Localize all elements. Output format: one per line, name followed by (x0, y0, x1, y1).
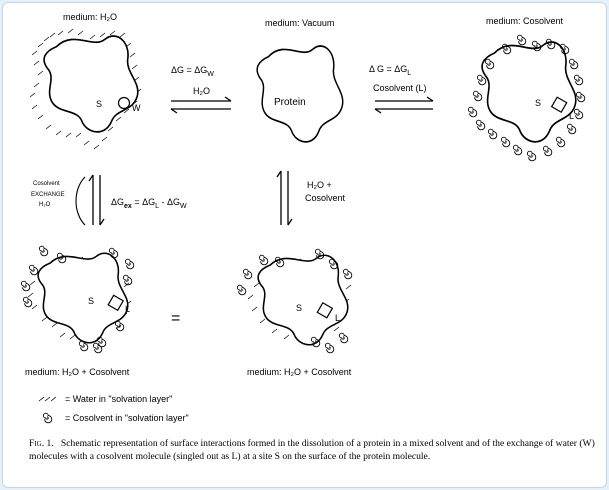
cosolvent-label: L (125, 304, 131, 314)
equilibrium-arrow-water (171, 97, 231, 113)
site-label: S (535, 98, 542, 108)
equilibrium-arrow-mixed (277, 171, 292, 225)
exchange-side-line3: H₂O (39, 202, 51, 208)
protein-in-mixed-solvent-right (237, 249, 351, 353)
cosolvent-label: L (569, 111, 575, 121)
figure-number: Fig. 1. (29, 438, 54, 449)
delta-g-water-label: $\Delta G = \Delta G_W$ (171, 65, 214, 78)
equals-sign: = (171, 310, 181, 327)
site-label: S (88, 296, 95, 306)
figure-caption (29, 438, 597, 463)
water-molecule-icon (119, 98, 130, 109)
water-label: W (132, 103, 141, 113)
arrow-medium-cosolvent: Cosolvent (L) (373, 83, 427, 93)
legend-water-label: = Water in "solvation layer" (65, 394, 173, 404)
site-label: S (296, 303, 303, 313)
cosolvent-spiral-icon (43, 413, 51, 423)
medium-water-label: medium: H₂O (63, 12, 118, 22)
delta-g-cosolvent-label: Δ $G = \Delta G_L$ (369, 64, 412, 77)
equilibrium-arrow-exchange (76, 175, 104, 225)
protein-shape (257, 46, 343, 142)
protein-in-cosolvent (468, 35, 584, 161)
equilibrium-arrow-cosolvent (375, 97, 433, 113)
protein-label: Protein (274, 97, 306, 108)
site-label: S (96, 99, 103, 109)
arrow-medium-water: H₂O (193, 86, 210, 96)
medium-mixed-right-label: medium: H₂O + Cosolvent (247, 367, 352, 377)
protein-shape (44, 36, 138, 132)
exchange-side-line2: EXCHANGE (31, 192, 65, 198)
exchange-side-line1: Cosolvent (33, 181, 60, 187)
protein-shape (482, 42, 576, 142)
medium-cosolvent-label: medium: Cosolvent (486, 16, 564, 26)
medium-vacuum-label: medium: Vacuum (265, 18, 335, 28)
arrow-mixed-line1: H₂O + (307, 180, 332, 190)
schematic-diagram (3, 3, 606, 487)
arrow-mixed-line2: Cosolvent (305, 193, 346, 203)
cosolvent-label: L (335, 313, 341, 323)
protein-in-mixed-solvent-left (21, 246, 133, 353)
protein-in-vacuum (257, 46, 343, 142)
legend-cosolvent-label: = Cosolvent in "solvation layer" (65, 413, 189, 423)
legend (39, 394, 189, 423)
figure-frame (2, 2, 607, 488)
delta-g-exchange-label: $\Delta G_{ex} = \Delta G_L - \Delta G_W$ (111, 197, 187, 210)
water-hatch-icon (39, 397, 56, 401)
protein-in-water (30, 29, 141, 149)
medium-mixed-left-label: medium: H₂O + Cosolvent (25, 367, 130, 377)
caption-text: Schematic representation of surface interactions formed in the dissolution of a protein in a mixed solvent and of the exchange of water (W) molecules with a cosolvent molecule (singled out as L) at a site S on the surface of the protein molecule. (29, 438, 595, 462)
